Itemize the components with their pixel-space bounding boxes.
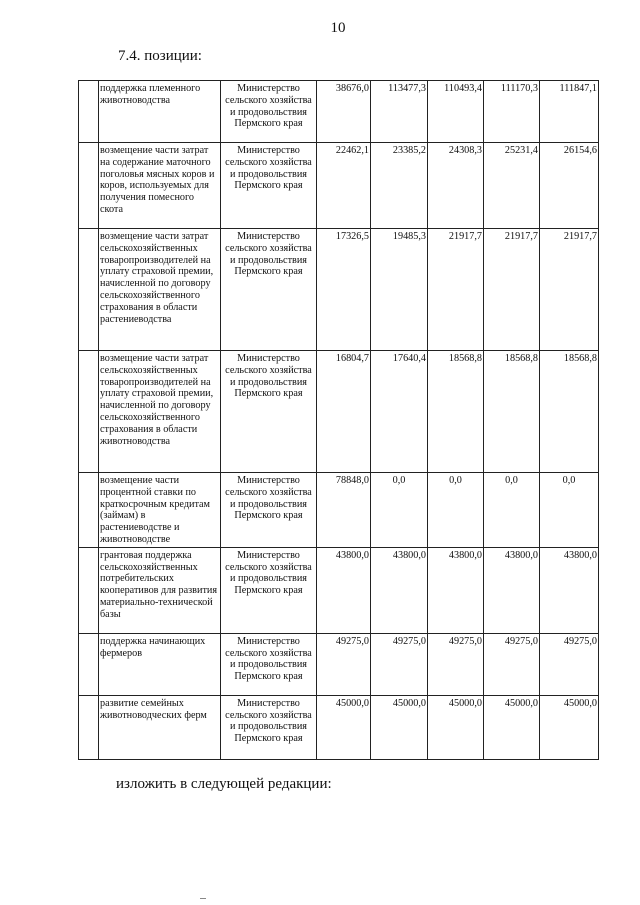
executor: Министерство сельского хозяйства и продовольствия Пермского края	[221, 473, 317, 548]
section-heading: 7.4. позиции:	[118, 48, 202, 64]
blank-cell	[79, 143, 99, 229]
value-cell: 0,0	[371, 473, 428, 548]
value-cell: 45000,0	[428, 695, 484, 759]
table-row	[79, 695, 599, 759]
page-number: 10	[330, 20, 346, 36]
executor: Министерство сельского хозяйства и продовольствия Пермского края	[221, 695, 317, 759]
table-row	[79, 351, 599, 473]
value-cell: 25231,4	[484, 143, 540, 229]
executor: Министерство сельского хозяйства и продовольствия Пермского края	[221, 81, 317, 143]
blank-cell	[79, 547, 99, 633]
value-cell: 45000,0	[371, 695, 428, 759]
value-cell: 0,0	[540, 473, 599, 548]
measure-name: поддержка начинающих фермеров	[99, 633, 221, 695]
executor: Министерство сельского хозяйства и продовольствия Пермского края	[221, 351, 317, 473]
value-cell: 49275,0	[428, 633, 484, 695]
scan-mark	[200, 898, 206, 899]
executor: Министерство сельского хозяйства и продовольствия Пермского края	[221, 143, 317, 229]
value-cell: 21917,7	[428, 229, 484, 351]
value-cell: 18568,8	[540, 351, 599, 473]
blank-cell	[79, 633, 99, 695]
blank-cell	[79, 695, 99, 759]
table-row	[79, 473, 599, 548]
measure-name: возмещение части затрат на содержание маточного поголовья мясных коров и коров, используемых для получения помесного скота	[99, 143, 221, 229]
value-cell: 16804,7	[317, 351, 371, 473]
value-cell: 17640,4	[371, 351, 428, 473]
value-cell: 18568,8	[428, 351, 484, 473]
value-cell: 43800,0	[540, 547, 599, 633]
executor: Министерство сельского хозяйства и продовольствия Пермского края	[221, 229, 317, 351]
value-cell: 0,0	[428, 473, 484, 548]
measure-name: развитие семейных животноводческих ферм	[99, 695, 221, 759]
value-cell: 0,0	[484, 473, 540, 548]
value-cell: 38676,0	[317, 81, 371, 143]
measure-name: возмещение части процентной ставки по краткосрочным кредитам (займам) в растениеводстве и животноводстве	[99, 473, 221, 548]
value-cell: 21917,7	[484, 229, 540, 351]
value-cell: 111847,1	[540, 81, 599, 143]
measure-name: возмещение части затрат сельскохозяйственных товаропроизводителей на уплату страховой премии, начисленной по договору сельскохозяйственного страхования в области животноводства	[99, 351, 221, 473]
blank-cell	[79, 351, 99, 473]
value-cell: 110493,4	[428, 81, 484, 143]
blank-cell	[79, 81, 99, 143]
measure-name: поддержка племенного животноводства	[99, 81, 221, 143]
value-cell: 43800,0	[484, 547, 540, 633]
value-cell: 23385,2	[371, 143, 428, 229]
table-row	[79, 633, 599, 695]
value-cell: 78848,0	[317, 473, 371, 548]
value-cell: 49275,0	[317, 633, 371, 695]
closing-text: изложить в следующей редакции:	[116, 776, 332, 792]
value-cell: 113477,3	[371, 81, 428, 143]
value-cell: 49275,0	[371, 633, 428, 695]
value-cell: 49275,0	[540, 633, 599, 695]
table-row	[79, 547, 599, 633]
value-cell: 26154,6	[540, 143, 599, 229]
blank-cell	[79, 473, 99, 548]
value-cell: 17326,5	[317, 229, 371, 351]
value-cell: 45000,0	[540, 695, 599, 759]
executor: Министерство сельского хозяйства и продовольствия Пермского края	[221, 633, 317, 695]
value-cell: 111170,3	[484, 81, 540, 143]
measure-name: возмещение части затрат сельскохозяйственных товаропроизводителей на уплату страховой премии, начисленной по договору сельскохозяйственного страхования в области растениеводства	[99, 229, 221, 351]
table-row	[79, 143, 599, 229]
value-cell: 45000,0	[317, 695, 371, 759]
value-cell: 22462,1	[317, 143, 371, 229]
value-cell: 24308,3	[428, 143, 484, 229]
value-cell: 45000,0	[484, 695, 540, 759]
value-cell: 21917,7	[540, 229, 599, 351]
measure-name: грантовая поддержка сельскохозяйственных потребительских кооперативов для развития материально-технической базы	[99, 547, 221, 633]
blank-cell	[79, 229, 99, 351]
value-cell: 18568,8	[484, 351, 540, 473]
value-cell: 43800,0	[317, 547, 371, 633]
value-cell: 43800,0	[428, 547, 484, 633]
value-cell: 49275,0	[484, 633, 540, 695]
positions-table	[78, 80, 599, 760]
executor: Министерство сельского хозяйства и продовольствия Пермского края	[221, 547, 317, 633]
value-cell: 19485,3	[371, 229, 428, 351]
value-cell: 43800,0	[371, 547, 428, 633]
table-row	[79, 229, 599, 351]
table-row	[79, 81, 599, 143]
